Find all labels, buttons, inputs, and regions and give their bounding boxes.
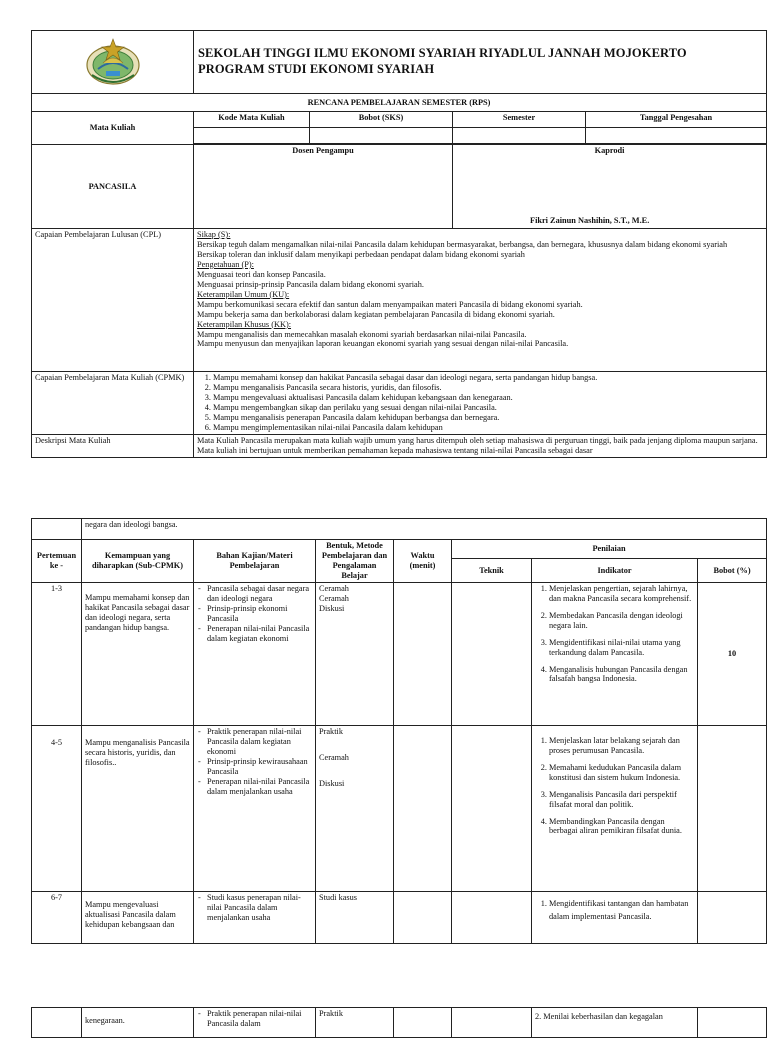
logo-cell: [32, 31, 194, 94]
cpl-pengetahuan-heading: Pengetahuan (P):: [197, 259, 254, 269]
header-bahan: Bahan Kajian/Materi Pembelajaran: [194, 540, 316, 583]
row-bobot: [698, 1008, 767, 1038]
cpl-sikap-2: Bersikap toleran dan inklusif dalam menyikapi perbedaan pendapat dalam bidang ekonomi syariah: [197, 249, 525, 259]
bahan-item: - Penerapan nilai-nilai Pancasila dalam kegiatan ekonomi: [207, 624, 312, 644]
table-row: [32, 725, 767, 891]
bentuk-item: Ceramah: [319, 583, 349, 593]
table-row: [32, 582, 767, 725]
indikator-item: 2. Membedakan Pancasila dengan ideologi negara lain.: [549, 611, 694, 631]
row-teknik: [452, 1008, 532, 1038]
bahan-item: - Praktik penerapan nilai-nilai Pancasila dalam: [207, 1009, 312, 1029]
indikator-item: 1. Mengidentifikasi tantangan dan hambatan dalam implementasi Pancasila.: [549, 897, 694, 924]
cpl-ku-heading: Keterampilan Umum (KU):: [197, 289, 290, 299]
cpl-sikap-heading: Sikap (S):: [197, 230, 231, 239]
indikator-item: 3. Mengidentifikasi nilai-nilai utama yang terkandung dalam Pancasila.: [549, 638, 694, 658]
bentuk-item: Ceramah: [319, 752, 349, 762]
bentuk-item: Studi kasus: [319, 892, 358, 902]
bentuk-item: Diskusi: [319, 778, 345, 788]
schedule-table-continued: [31, 1007, 767, 1038]
school-title-cell: [194, 31, 767, 94]
row-pertemuan: 6-7: [32, 891, 82, 943]
row-indikator: [532, 582, 698, 725]
row-waktu: [394, 1008, 452, 1038]
course-name: PANCASILA: [32, 145, 194, 229]
row-teknik: [452, 725, 532, 891]
row-bentuk: [316, 725, 394, 891]
mata-kuliah-label: Mata Kuliah: [32, 112, 194, 145]
cpmk-item: 3. Mampu mengevaluasi aktualisasi Pancasila dalam kehidupan kebangsaan dan kenegaraan.: [213, 393, 763, 403]
rps-title: RENCANA PEMBELAJARAN SEMESTER (RPS): [32, 94, 767, 112]
kaprodi-label: Kaprodi: [594, 146, 625, 155]
deskripsi-continuation: negara dan ideologi bangsa.: [82, 519, 767, 540]
header-bobot: Bobot (%): [698, 559, 767, 582]
rps-header-table: [31, 30, 767, 458]
dosen-pengampu-label: Dosen Pengampu: [194, 145, 453, 229]
table-row: [32, 891, 767, 943]
cpl-ku-1: Mampu berkomunikasi secara efektif dan santun dalam menyampaikan materi Pancasila di bidang ekonomi syariah.: [197, 299, 583, 309]
cpl-content: [194, 229, 767, 372]
header-waktu: Waktu (menit): [394, 540, 452, 583]
row-bahan: [194, 582, 316, 725]
indikator-item: 2. Memahami kedudukan Pancasila dalam konstitusi dan sistem hukum Indonesia.: [549, 763, 694, 783]
cpl-kk-heading: Keterampilan Khusus (KK):: [197, 319, 292, 329]
kode-value: [194, 128, 310, 144]
cpl-pengetahuan-1: Menguasai teori dan konsep Pancasila.: [197, 269, 326, 279]
row-kemampuan: Mampu mengevaluasi aktualisasi Pancasila dalam kehidupan kebangsaan dan: [82, 891, 194, 943]
header-teknik: Teknik: [452, 559, 532, 582]
bentuk-item: Ceramah: [319, 593, 349, 603]
row-bobot: [698, 891, 767, 943]
row-bobot: 10: [698, 582, 767, 725]
row-indikator: 2. Menilai keberhasilan dan kegagalan: [532, 1008, 698, 1038]
bentuk-item: Diskusi: [319, 603, 345, 613]
header-bentuk: Bentuk, Metode Pembelajaran dan Pengalaman Belajar: [316, 540, 394, 583]
cpmk-item: 4. Mampu mengembangkan sikap dan perilaku yang sesuai dengan nilai-nilai Pancasila.: [213, 403, 763, 413]
deskripsi-label: Deskripsi Mata Kuliah: [32, 435, 194, 458]
kaprodi-cell: [453, 145, 767, 229]
bahan-item: - Penerapan nilai-nilai Pancasila dalam menjalankan usaha: [207, 777, 312, 797]
cpl-ku-2: Mampu bekerja sama dan berkolaborasi dalam kegiatan pembelajaran Pancasila di bidang ekonomi syariah.: [197, 309, 555, 319]
row-bentuk: [316, 891, 394, 943]
schedule-table: [31, 518, 767, 944]
table-row: [32, 1008, 767, 1038]
row-pertemuan: 4-5: [32, 725, 82, 891]
cpl-label: Capaian Pembelajaran Lulusan (CPL): [32, 229, 194, 372]
indikator-item: 3. Menganalisis Pancasila dari perspektif filsafat moral dan politik.: [549, 790, 694, 810]
row-waktu: [394, 891, 452, 943]
cpl-sikap-1: Bersikap teguh dalam mengamalkan nilai-nilai Pancasila dalam kehidupan bermasyarakat, berbangsa, dan bernegara, khususnya dalam bidang ekonomi syariah: [197, 239, 728, 249]
kaprodi-name: Fikri Zainun Nashihin, S.T., M.E.: [530, 216, 650, 226]
cpmk-item: 6. Mampu mengimplementasikan nilai-nilai Pancasila dalam kehidupan: [213, 423, 763, 433]
semester-value: [453, 128, 586, 144]
deskripsi-continued-left: [32, 519, 82, 540]
row-teknik: [452, 891, 532, 943]
indikator-item: 1. Menjelaskan pengertian, sejarah lahirnya, dan makna Pancasila secara komprehensif.: [549, 584, 694, 604]
bahan-item: - Pancasila sebagai dasar negara dan ideologi negara: [207, 584, 312, 604]
row-teknik: [452, 582, 532, 725]
cpl-pengetahuan-2: Menguasai prinsip-prinsip Pancasila dalam bidang ekonomi syariah.: [197, 279, 424, 289]
header-penilaian: Penilaian: [452, 540, 767, 559]
bahan-item: - Praktik penerapan nilai-nilai Pancasila dalam kegiatan ekonomi: [207, 727, 312, 757]
cpmk-item: 5. Mampu menganalisis penerapan Pancasila dalam kehidupan berbangsa dan bernegara.: [213, 413, 763, 423]
header-pertemuan: Pertemuan ke -: [32, 540, 82, 583]
row-bahan: [194, 891, 316, 943]
row-indikator: [532, 891, 698, 943]
bobot-label: Bobot (SKS): [310, 112, 453, 128]
header-kemampuan: Kemampuan yang diharapkan (Sub-CPMK): [82, 540, 194, 583]
header-indikator: Indikator: [532, 559, 698, 582]
indikator-item: 4. Menganalisis hubungan Pancasila dengan falsafah bangsa Indonesia.: [549, 665, 694, 685]
row-kemampuan: Mampu menganalisis Pancasila secara historis, yuridis, dan filosofis..: [82, 725, 194, 891]
tanggal-value: [586, 128, 767, 144]
row-waktu: [394, 725, 452, 891]
row-bahan: [194, 725, 316, 891]
row-bobot: [698, 725, 767, 891]
cpmk-content: [194, 372, 767, 435]
bentuk-item: Praktik: [319, 726, 343, 736]
bobot-value: [310, 128, 453, 144]
row-pertemuan: [32, 1008, 82, 1038]
indikator-item: 4. Membandingkan Pancasila dengan berbagai aliran pemikiran filsafat dunia.: [549, 817, 694, 837]
row-kemampuan: Mampu memahami konsep dan hakikat Pancasila sebagai dasar dan ideologi negara, serta pandangan hidup bangsa.: [82, 582, 194, 725]
cpmk-list: [197, 373, 763, 433]
row-bentuk: Praktik: [316, 1008, 394, 1038]
row-bentuk: [316, 582, 394, 725]
school-name: SEKOLAH TINGGI ILMU EKONOMI SYARIAH RIYADLUL JANNAH MOJOKERTO: [198, 46, 687, 61]
semester-label: Semester: [453, 112, 586, 128]
row-pertemuan: 1-3: [32, 582, 82, 725]
kode-label: Kode Mata Kuliah: [194, 112, 310, 128]
bahan-item: - Studi kasus penerapan nilai-nilai Pancasila dalam menjalankan usaha: [207, 893, 312, 923]
bahan-item: - Prinsip-prinsip kewirausahaan Pancasila: [207, 757, 312, 777]
deskripsi-text: Mata Kuliah Pancasila merupakan mata kuliah wajib umum yang harus ditempuh oleh setiap mahasiswa di perguruan tinggi, baik pada jenjang diploma maupun sarjana. Mata kuliah ini bertujuan untuk memberikan pemahaman kepada mahasiswa tentang nilai-nilai Pancasila sebagai dasar: [194, 435, 767, 458]
cpl-kk-2: Mampu menyusun dan menyajikan laporan keuangan ekonomi syariah yang sesuai dengan nilai-nilai Pancasila.: [197, 339, 569, 349]
row-bahan: [194, 1008, 316, 1038]
cpmk-label: Capaian Pembelajaran Mata Kuliah (CPMK): [32, 372, 194, 435]
row-kemampuan: kenegaraan.: [82, 1008, 194, 1038]
cpmk-item: 1. Mampu memahami konsep dan hakikat Pancasila sebagai dasar dan ideologi negara, serta pandangan hidup bangsa.: [213, 373, 763, 383]
cpl-kk-1: Mampu menganalisis dan memecahkan masalah ekonomi syariah berdasarkan nilai-nilai Pancasila.: [197, 329, 527, 339]
row-indikator: [532, 725, 698, 891]
tanggal-label: Tanggal Pengesahan: [586, 112, 767, 128]
indikator-item: 1. Menjelaskan latar belakang sejarah dan proses perumusan Pancasila.: [549, 736, 694, 756]
program-name: PROGRAM STUDI EKONOMI SYARIAH: [198, 62, 435, 76]
row-waktu: [394, 582, 452, 725]
bahan-item: - Prinsip-prinsip ekonomi Pancasila: [207, 604, 312, 624]
school-logo-icon: [84, 35, 142, 89]
cpmk-item: 2. Mampu menganalisis Pancasila secara historis, yuridis, dan filosofis.: [213, 383, 763, 393]
